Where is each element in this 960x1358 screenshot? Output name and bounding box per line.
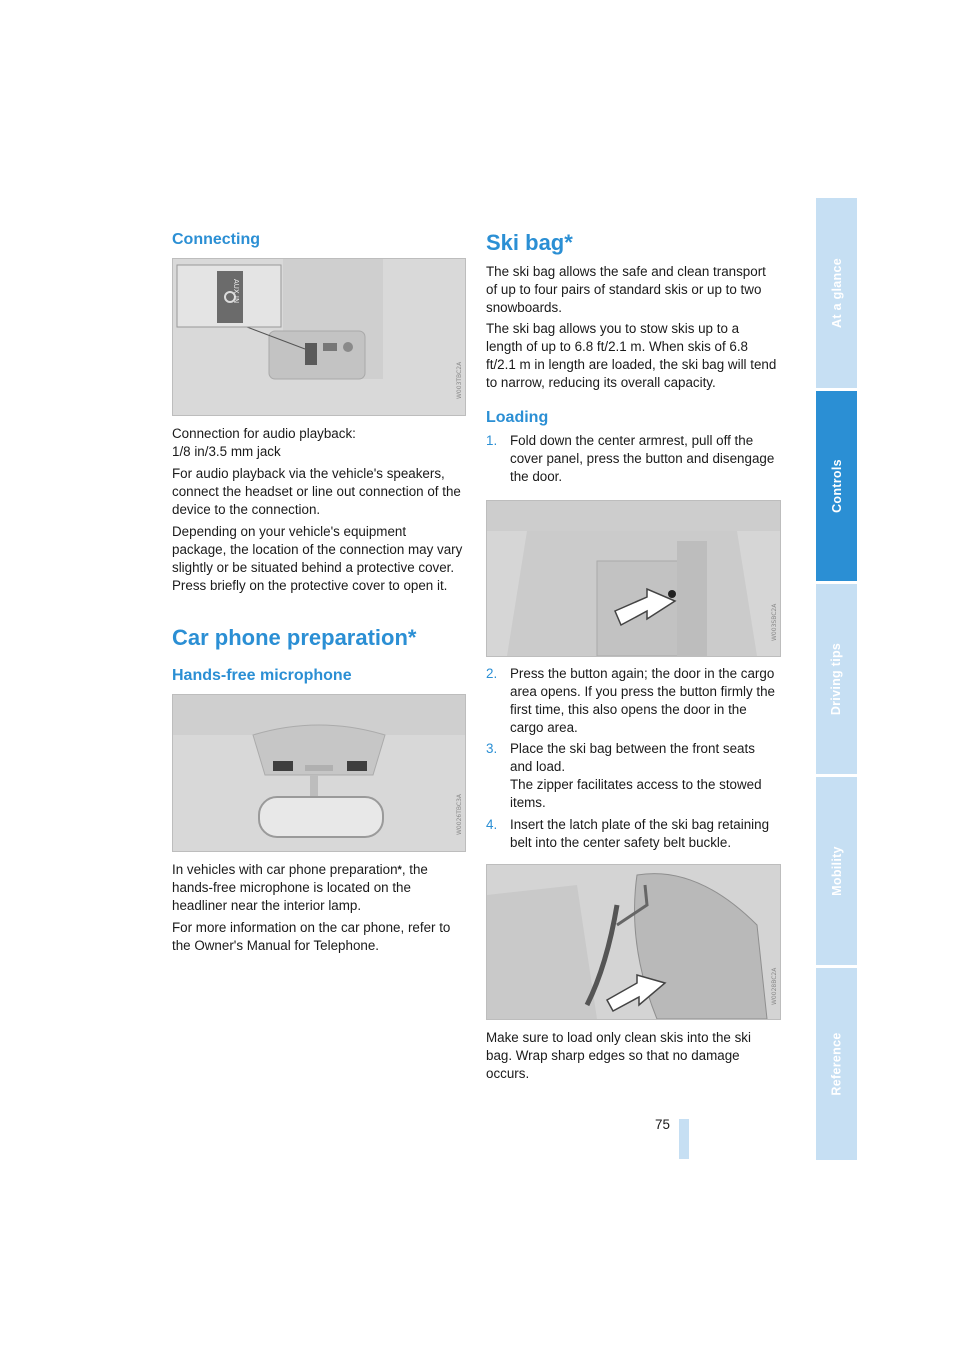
tab-at-a-glance[interactable]: At a glance xyxy=(816,198,857,388)
image-code: W0026TBC3A xyxy=(456,794,463,835)
tab-reference[interactable]: Reference xyxy=(816,968,857,1160)
microphone-paragraph-1: In vehicles with car phone preparation*, the hands-free microphone is located on the headliner near the interior lamp. xyxy=(172,862,428,913)
image-code: W003TBC2A xyxy=(456,361,463,399)
aux-in-label: AUX IN xyxy=(232,279,240,304)
optional-equipment-star: * xyxy=(397,864,402,876)
microphone-photo xyxy=(172,694,466,852)
image-code: W003SBC2A xyxy=(771,603,778,641)
ski-bag-heading: Ski bag* xyxy=(486,230,573,255)
connecting-paragraph-1: Connection for audio playback: 1/8 in/3.5 mm jack xyxy=(172,426,356,459)
loading-heading: Loading xyxy=(486,409,549,426)
ski-bag-belt-photo xyxy=(486,864,781,1020)
loading-step-1: 1. Fold down the center armrest, pull off the cover panel, press the button and disengage the door. xyxy=(486,433,775,484)
loading-step-4: 4. Insert the latch plate of the ski bag retaining belt into the center safety belt buckle. xyxy=(486,817,770,850)
page-number-bar xyxy=(679,1119,689,1159)
aux-jack-photo xyxy=(172,258,466,416)
connecting-paragraph-2: For audio playback via the vehicle's speakers, connect the headset or line out connection of the device to the connection. xyxy=(172,466,461,517)
loading-step-2: 2. Press the button again; the door in the cargo area opens. If you press the button firmly the first time, this also opens the door in the cargo area. xyxy=(486,666,775,735)
tab-controls[interactable]: Controls xyxy=(816,391,857,581)
connecting-heading: Connecting xyxy=(172,231,260,248)
microphone-heading: Hands-free microphone xyxy=(172,667,352,684)
armrest-door-photo xyxy=(486,500,781,657)
image-code: W0028BC2A xyxy=(771,967,778,1005)
car-phone-heading: Car phone preparation* xyxy=(172,625,417,650)
tab-driving-tips[interactable]: Driving tips xyxy=(816,584,857,774)
ski-bag-paragraph-2: The ski bag allows you to stow skis up to a length of up to 6.8 ft/2.1 m. When skis of 6.8 ft/2.1 m in length are loaded, the ski bag will tend to narrow, reducing its overall capacity. xyxy=(486,321,777,390)
loading-step-3: 3. Place the ski bag between the front seats and load. The zipper facilitates access to the stowed items. xyxy=(486,741,762,810)
microphone-paragraph-2: For more information on the car phone, refer to the Owner's Manual for Telephone. xyxy=(172,920,451,953)
ski-bag-paragraph-1: The ski bag allows the safe and clean transport of up to four pairs of standard skis or up to two snowboards. xyxy=(486,264,766,315)
connecting-paragraph-3: Depending on your vehicle's equipment package, the location of the connection may vary slightly or be situated behind a protective cover. Press briefly on the protective cover to open it. xyxy=(172,524,463,593)
loading-closing-paragraph: Make sure to load only clean skis into the ski bag. Wrap sharp edges so that no damage occurs. xyxy=(486,1030,751,1081)
page-number: 75 xyxy=(655,1117,670,1132)
tab-mobility[interactable]: Mobility xyxy=(816,777,857,965)
